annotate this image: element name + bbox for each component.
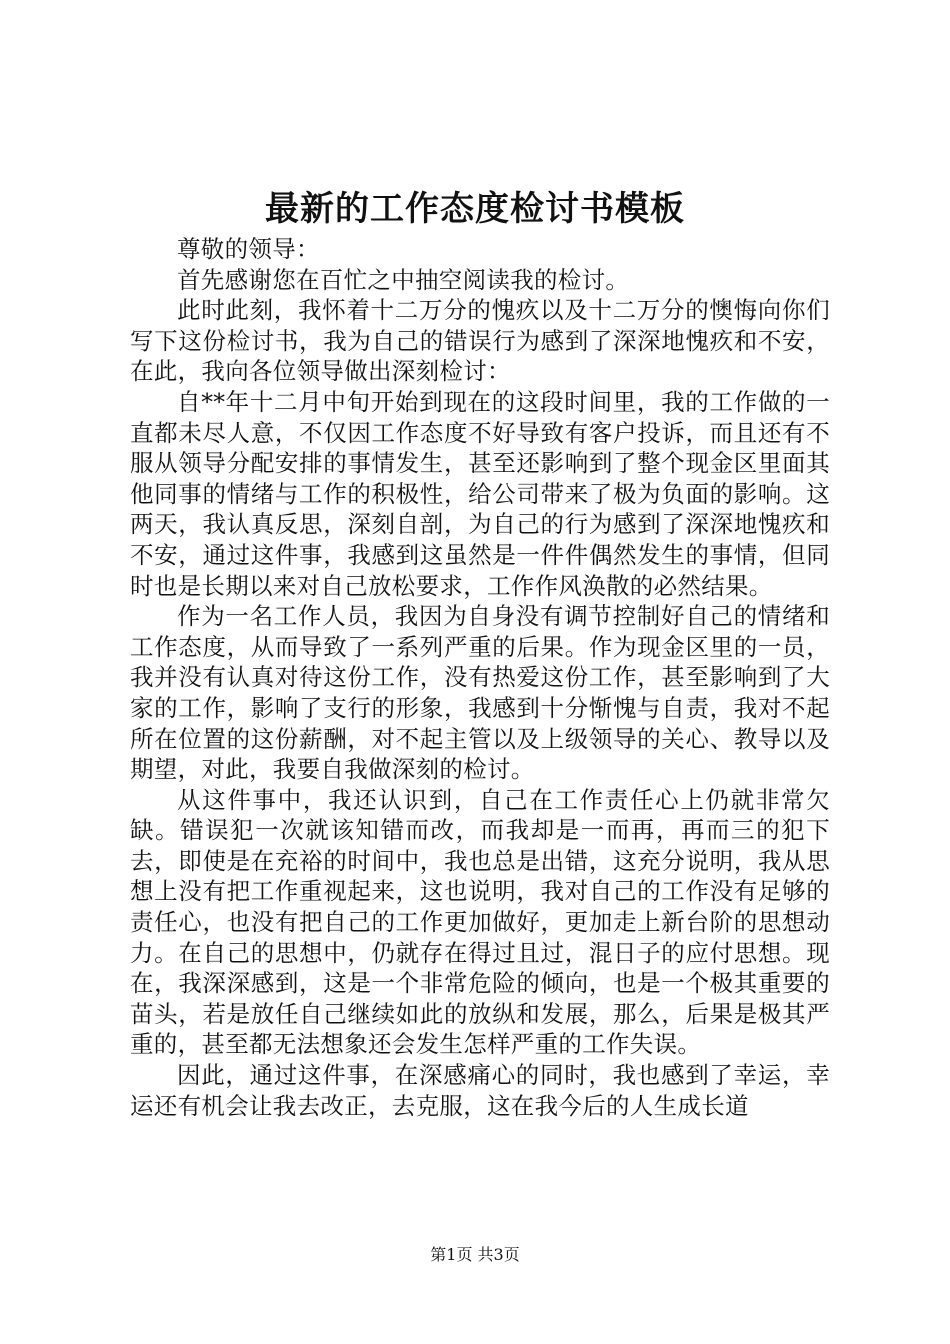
page-number-footer: 第1页 共3页 (430, 1245, 520, 1264)
paragraph-conclusion: 因此，通过这件事，在深感痛心的同时，我也感到了幸运，幸运还有机会让我去改正，去克服，这在我今后的人生成长道 (130, 1061, 830, 1120)
document-body (130, 234, 830, 1121)
paragraph-thanks: 首先感谢您在百忙之中抽空阅读我的检讨。 (177, 265, 630, 294)
paragraph-consequences: 作为一名工作人员，我因为自身没有调节控制好自己的情绪和工作态度，从而导致了一系列严重的后果。作为现金区里的一员，我并没有认真对待这份工作，没有热爱这份工作，甚至影响到了大家的工作，影响了支行的形象，我感到十分惭愧与自责，我对不起所在位置的这份薪酬，对不起主管以及上级领导的关心、教导以及期望，对此，我要自我做深刻的检讨。 (130, 602, 830, 784)
paragraph-responsibility: 从这件事中，我还认识到，自己在工作责任心上仍就非常欠缺。错误犯一次就该知错而改，而我却是一而再，再而三的犯下去，即使是在充裕的时间中，我也总是出错，这充分说明，我从思想上没有把工作重视起来，这也说明，我对自己的工作没有足够的责任心，也没有把自己的工作更加做好，更加走上新台阶的思想动力。在自己的思想中，仍就存在得过且过，混日子的应付思想。现在，我深深感到，这是一个非常危险的倾向，也是一个极其重要的苗头，若是放任自己继续如此的放纵和发展，那么，后果是极其严重的，甚至都无法想象还会发生怎样严重的工作失误。 (130, 785, 830, 1059)
document-title: 最新的工作态度检讨书模板 (265, 189, 685, 229)
paragraph-incident: 自**年十二月中旬开始到现在的这段时间里，我的工作做的一直都未尽人意，不仅因工作态度不好导致有客户投诉，而且还有不服从领导分配安排的事情发生，甚至还影响到了整个现金区里面其他同事的情绪与工作的积极性，给公司带来了极为负面的影响。这两天，我认真反思，深刻自剖，为自己的行为感到了深深地愧疚和不安，通过这件事，我感到这虽然是一件件偶然发生的事情，但同时也是长期以来对自己放松要求，工作作风涣散的必然结果。 (130, 387, 830, 600)
paragraph-intro: 此时此刻，我怀着十二万分的愧疚以及十二万分的懊悔向你们写下这份检讨书，我为自己的错误行为感到了深深地愧疚和不安，在此，我向各位领导做出深刻检讨： (130, 296, 830, 386)
salutation: 尊敬的领导： (177, 235, 320, 263)
